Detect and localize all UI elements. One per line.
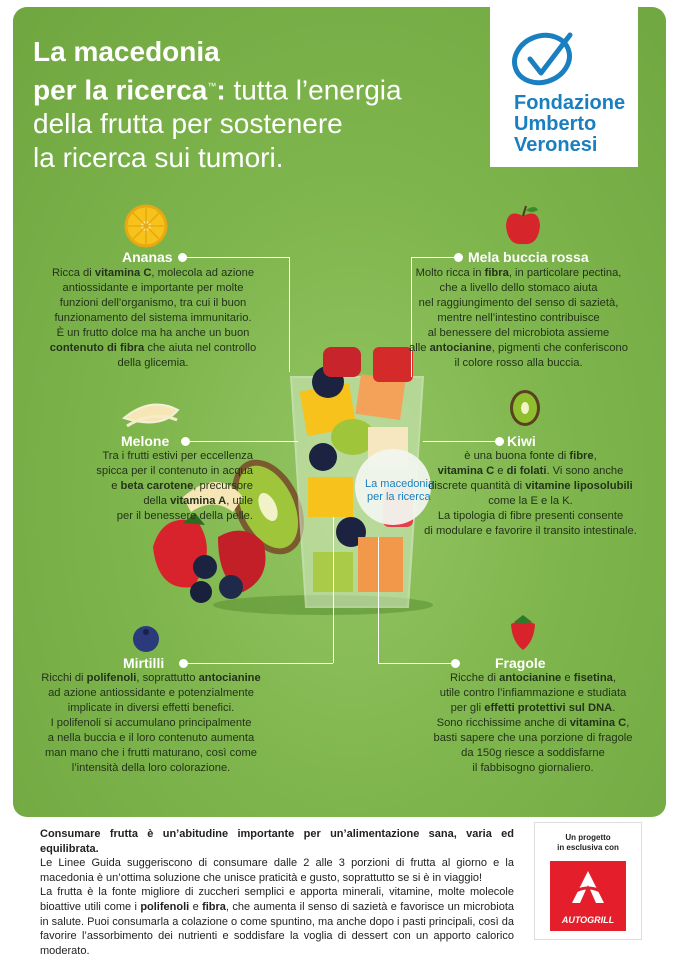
kiwi-text: è una buona fonte di fibre, vitamina C e di folati. Vi sono anche discrete quantità di vitamine liposolubili come la E e la K. La tipologia di fibre presenti consente di modulare e favorire il transito intestinale. [424, 450, 637, 537]
ananas-text: Ricca di vitamina C, molecola ad azione antiossidante e importante per molte funzioni dell’organismo, tra cui il buon funzionamento del sistema immunitario. È un frutto dolce ma ha anche un buon contenuto di fibra che aiuta nel controllo della glicemia. [49, 267, 257, 369]
sponsor-text [535, 833, 641, 853]
cup-label-line2: per la ricerca [367, 491, 431, 503]
sponsor-line1: Un progetto [565, 833, 611, 842]
bottom-p2b: polifenoli [140, 900, 190, 913]
marker-dot [181, 437, 190, 446]
autogrill-label: AUTOGRILL [561, 915, 615, 925]
melon-slice-icon [121, 400, 181, 432]
connector-kiwi [423, 441, 499, 442]
strawberry-icon [508, 612, 538, 652]
fragole-title: Fragole [495, 655, 546, 671]
bottom-p2a: La frutta è la fonte migliore di zuccheri semplici e apporta minerali, vitamine, molte molecole bioattive utili come i [40, 886, 514, 913]
pineapple-slice-icon [124, 204, 168, 248]
bottom-p1: Le Linee Guida suggeriscono di consumare dalle 2 alle 3 porzioni di frutta al giorno e la macedonia è un’ottima soluzione che unisce praticità e gusto, soprattutto se si è in viaggio! [40, 857, 514, 884]
poster-background [13, 7, 666, 817]
marker-dot [495, 437, 504, 446]
connector-melone [188, 441, 298, 442]
sponsor-box [534, 822, 642, 940]
connector-fragole [378, 663, 454, 664]
red-apple-icon [503, 204, 543, 248]
kiwi-title: Kiwi [507, 433, 536, 449]
melone-text: Tra i frutti estivi per eccellenza spicca per il contenuto in acqua e beta carotene, precursore della vitamina A, utile per il benessere della pelle. [96, 450, 253, 522]
connector-mirtilli-v [333, 517, 334, 663]
logo-line2: Umberto [514, 113, 597, 135]
ananas-title: Ananas [122, 249, 173, 265]
logo-line1: Fondazione [514, 92, 626, 114]
autogrill-mark-icon [570, 869, 606, 907]
connector-mirtilli [185, 663, 333, 664]
connector-mela [411, 257, 459, 258]
marker-dot [178, 253, 187, 262]
marker-dot [179, 659, 188, 668]
bottom-p2c: e [189, 900, 203, 913]
headline [33, 35, 402, 175]
cup-label-line1: La macedonia [365, 478, 435, 490]
mela-text: Molto ricca in fibra, in particolare pectina, che a livello dello stomaco aiuta nel raggiungimento del senso di sazietà, mentre nell’intestino contribuisce al benessere del microbiota assieme alle antocianine, pigmenti che conferiscono il colore rosso alla buccia. [409, 267, 628, 369]
fondazione-logo [490, 7, 638, 167]
kiwi-icon [507, 388, 543, 428]
headline-rest: tutta l’energia [225, 74, 402, 106]
mirtilli-title: Mirtilli [123, 655, 165, 671]
blueberry-icon [131, 624, 161, 654]
connector-ananas [183, 257, 289, 258]
bottom-p2d: fibra [202, 900, 226, 913]
bottom-paragraph [40, 827, 514, 958]
bottom-p2e: , che aumenta il senso di sazietà e favorisce un microbiota in salute. Puoi consumarla a colazione o come spuntino, ma anche dopo i pasti principali, così da favorire l’assorbimento dei nutrienti e soddisfare la voglia di dessert con un apporto calorico moderato. [40, 900, 515, 957]
bottom-lead: Consumare frutta è un’abitudine importante per un’alimentazione sana, varia ed equilibrata. [40, 828, 514, 855]
fondazione-mark-icon [510, 29, 580, 87]
logo-text [514, 93, 625, 156]
mela-title: Mela buccia rossa [468, 249, 589, 265]
logo-line3: Veronesi [514, 134, 598, 156]
headline-colon: : [216, 74, 226, 106]
melone-title: Melone [121, 433, 170, 449]
sponsor-line2: in esclusiva con [557, 843, 619, 852]
headline-line4: la ricerca sui tumori. [33, 142, 284, 174]
mirtilli-text: Ricchi di polifenoli, soprattutto antocianine ad azione antiossidante e potenzialmente implicate in diversi effetti benefici. I polifenoli si accumulano principalmente a nella buccia e il loro contenuto aumenta man mano che i frutti maturano, così come l’intensità della loro colorazione. [41, 672, 261, 774]
marker-dot [454, 253, 463, 262]
headline-line3: della frutta per sostenere [33, 108, 343, 140]
headline-line1: La macedonia [33, 36, 220, 67]
connector-ananas-v [289, 257, 290, 372]
fragole-text: Ricche di antocianine e fisetina, utile contro l’infiammazione e studiata per gli effetti protettivi sul DNA. Sono ricchissime anche di vitamina C, basti sapere che una porzione di fragole da 150g riesce a soddisfarne il fabbisogno giornaliero. [433, 672, 633, 774]
trademark: ™ [207, 81, 217, 91]
headline-bold: per la ricerca [33, 74, 208, 106]
connector-fragole-v [378, 537, 379, 663]
autogrill-logo [550, 861, 626, 931]
marker-dot [451, 659, 460, 668]
